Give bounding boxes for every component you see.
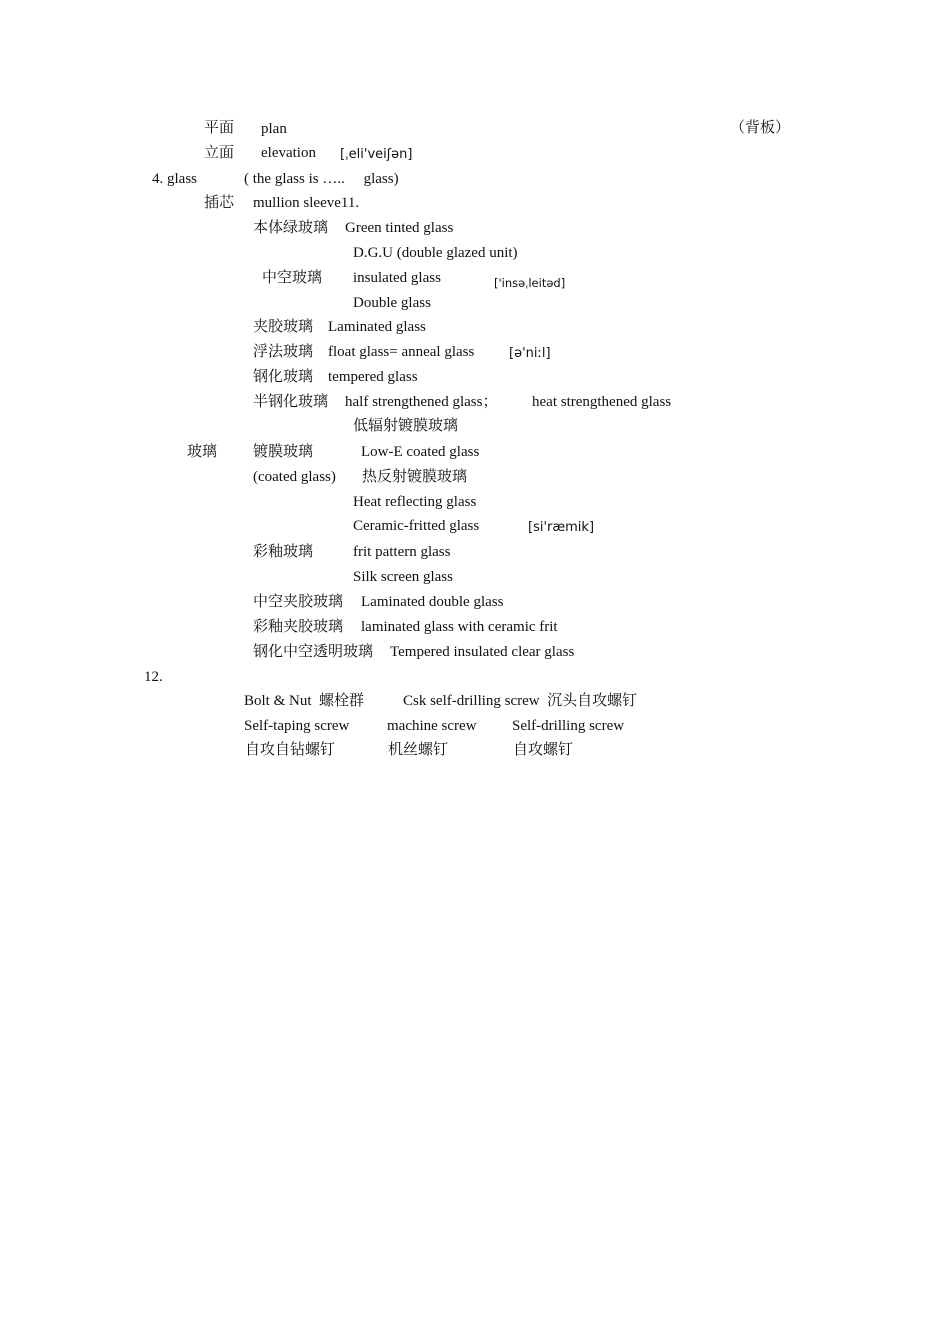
lam-frit-en: laminated glass with ceramic frit [361, 619, 558, 635]
lowe-coated-en: Low-E coated glass [361, 444, 480, 460]
half-en: half strengthened glass； [345, 394, 498, 410]
temp-ins-en: Tempered insulated clear glass [390, 644, 575, 660]
green-tinted-en: Green tinted glass [345, 220, 454, 236]
frit-en: frit pattern glass [353, 544, 451, 560]
green-tinted-zh: 本体绿玻璃 [253, 220, 329, 236]
machine-screw-zh: 机丝螺钉 [388, 742, 449, 758]
glass-heading-sentence: ( the glass is ….. glass) [244, 171, 399, 187]
coated-zh: 镀膜玻璃 [253, 444, 314, 460]
self-taping-zh: 自攻自钻螺钉 [245, 742, 336, 758]
heat-strengthened-en: heat strengthened glass [532, 394, 672, 410]
glass-heading-number: 4. glass [152, 171, 197, 187]
ceramic-phonetic: [si'ræmik] [528, 520, 595, 535]
float-phonetic: [ə'niːl] [509, 346, 551, 361]
float-zh: 浮法玻璃 [253, 344, 314, 360]
csk-screw-text: Csk self-drilling screw 沉头自攻螺钉 [403, 693, 638, 709]
double-en: Double glass [353, 295, 431, 311]
frit-zh: 彩釉玻璃 [253, 544, 314, 560]
mullion-en: mullion sleeve11. [253, 195, 360, 211]
elevation-phonetic: [ˌeli'veiʃən] [340, 147, 413, 162]
heat-reflective-zh: 热反射镀膜玻璃 [362, 469, 468, 485]
self-drilling-zh: 自攻螺钉 [513, 742, 574, 758]
plan-en: plan [261, 121, 287, 137]
mullion-zh: 插芯 [204, 195, 235, 211]
dgu-en: D.G.U (double glazed unit) [353, 245, 518, 261]
self-drilling-text: Self-drilling screw [512, 718, 625, 734]
lowe-zh: 低辐射镀膜玻璃 [353, 418, 459, 434]
machine-screw-text: machine screw [387, 718, 477, 734]
half-zh: 半钢化玻璃 [253, 394, 329, 410]
elevation-en: elevation [261, 145, 316, 161]
tempered-en: tempered glass [328, 369, 418, 385]
laminated-en: Laminated glass [328, 319, 426, 335]
lam-double-en: Laminated double glass [361, 594, 504, 610]
lam-double-zh: 中空夹胶玻璃 [253, 594, 344, 610]
self-taping-text: Self-taping screw [244, 718, 350, 734]
float-en: float glass= anneal glass [328, 344, 475, 360]
insulated-phonetic: ['insəˌleitəd] [494, 276, 566, 290]
coated-en: (coated glass) [253, 469, 336, 485]
glass-group-label: 玻璃 [187, 444, 218, 460]
bolt-nut-text: Bolt & Nut 螺栓群 [244, 693, 365, 709]
ceramic-en: Ceramic-fritted glass [353, 518, 480, 534]
laminated-zh: 夹胶玻璃 [253, 319, 314, 335]
section-12-number: 12. [144, 669, 163, 685]
lam-frit-zh: 彩釉夹胶玻璃 [253, 619, 344, 635]
heat-reflecting-en: Heat reflecting glass [353, 494, 477, 510]
plan-note: （背板） [730, 120, 791, 136]
insulated-en: insulated glass [353, 270, 441, 286]
silk-en: Silk screen glass [353, 569, 453, 585]
tempered-zh: 钢化玻璃 [253, 369, 314, 385]
insulated-zh: 中空玻璃 [262, 270, 323, 286]
elevation-zh: 立面 [204, 145, 235, 161]
temp-ins-zh: 钢化中空透明玻璃 [253, 644, 374, 660]
plan-zh: 平面 [204, 120, 235, 136]
